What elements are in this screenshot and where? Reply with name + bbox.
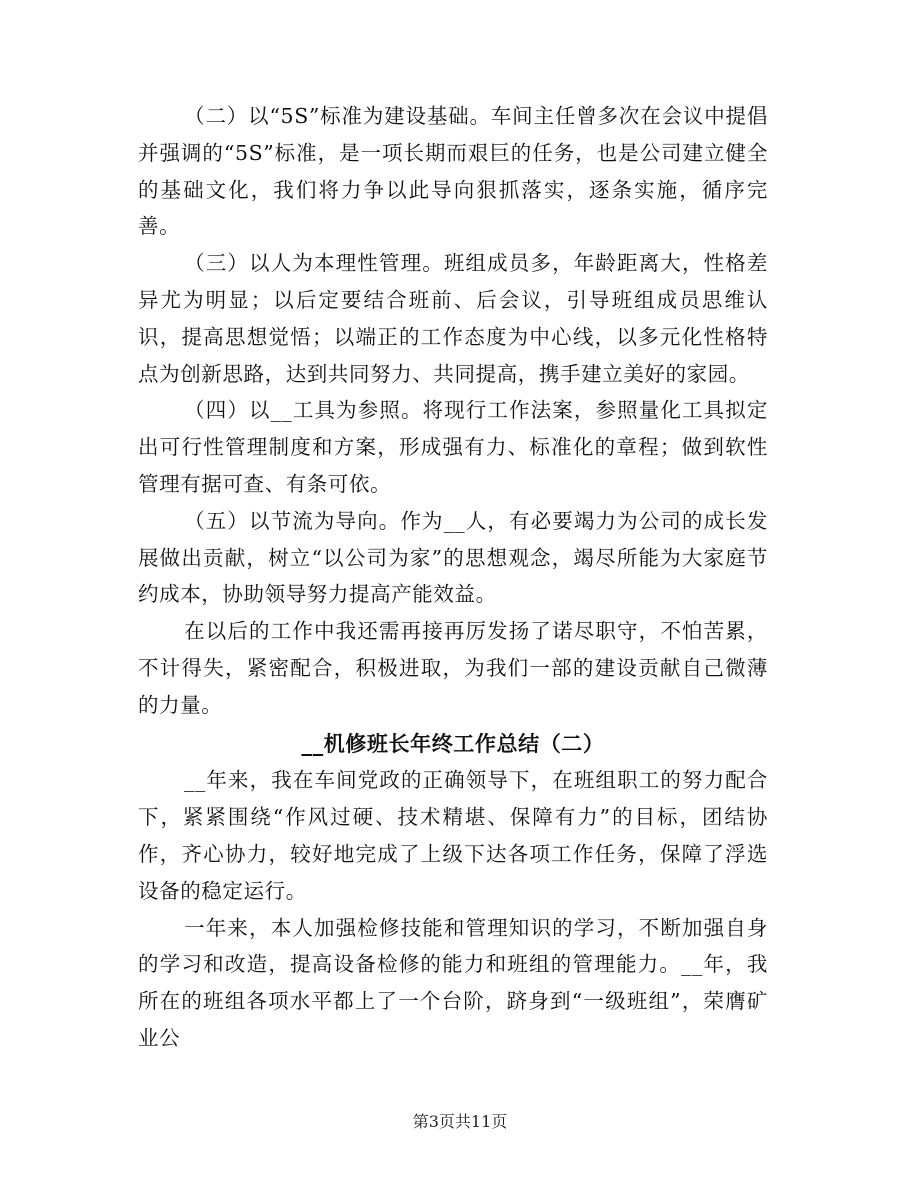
paragraph-cost-saving: （五）以节流为导向。作为__人，有必要竭力为公司的成长发展做出贡献，树立“以公司为家”的思想观念，竭尽所能为大家庭节约成本，协助领导努力提高产能效益。 (138, 508, 768, 607)
paragraph-tools-reference: （四）以__工具为参照。将现行工作法案，参照量化工具拟定出可行性管理制度和方案，形成强有力、标准化的章程；做到软性管理有据可查、有条可依。 (138, 398, 768, 496)
paragraph-5s-standard: （二）以“5S”标准为建设基础。车间主任曾多次在会议中提倡并强调的“5S”标准，是一项长期而艰巨的任务，也是公司建立健全的基础文化，我们将力争以此导向狠抓落实，逐条实施，循序完善。 (138, 104, 768, 239)
section-heading: __机修班长年终工作总结（二） (301, 730, 605, 756)
paragraph-skills-learning: 一年来，本人加强检修技能和管理知识的学习，不断加强自身的学习和改造，提高设备检修的能力和班组的管理能力。__年，我所在的班组各项水平都上了一个台阶，跻身到“一级班组”，荣膺矿业公 (138, 915, 768, 1050)
document-body (138, 98, 768, 1057)
paragraph-year-review: __年来，我在车间党政的正确领导下，在班组职工的努力配合下，紧紧围绕“作风过硬、技术精堪、保障有力”的目标，团结协作，齐心协力，较好地完成了上级下达各项工作任务，保障了浮选设备的稳定运行。 (138, 768, 768, 903)
page-number-footer: 第3页共11页 (412, 1112, 508, 1131)
paragraph-future-work: 在以后的工作中我还需再接再厉发扬了诺尽职守，不怕苦累，不计得失，紧密配合，积极进取，为我们一部的建设贡献自己微薄的力量。 (138, 619, 768, 717)
paragraph-people-oriented: （三）以人为本理性管理。班组成员多，年龄距离大，性格差异尤为明显；以后定要结合班前、后会议，引导班组成员思维认识，提高思想觉悟；以端正的工作态度为中心线，以多元化性格特点为创新思路，达到共同努力、共同提高，携手建立美好的家园。 (138, 251, 768, 386)
